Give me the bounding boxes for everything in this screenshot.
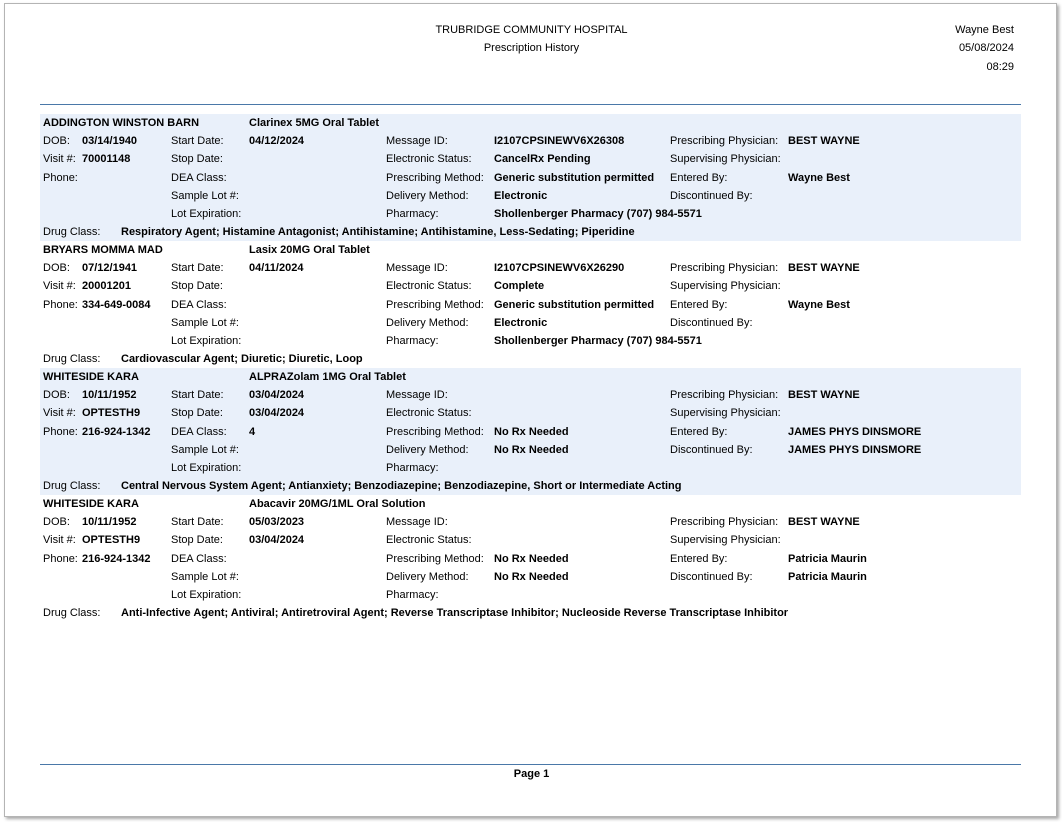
supervising-physician-label: Supervising Physician: [670, 153, 781, 165]
pharmacy-label: Pharmacy: [386, 589, 439, 601]
visit-value: OPTESTH9 [82, 534, 141, 546]
discontinued-by-label: Discontinued By: [670, 444, 753, 456]
entered-by-value: JAMES PHYS DINSMORE [788, 426, 922, 438]
supervising-physician-label: Supervising Physician: [670, 280, 781, 292]
visit-label: Visit #: [43, 280, 76, 292]
lot-expiration-label: Lot Expiration: [171, 208, 242, 220]
drug-class-label: Drug Class: [43, 480, 101, 492]
prescribing-method-value: No Rx Needed [494, 426, 569, 438]
entered-by-value: Patricia Maurin [788, 553, 867, 565]
entered-by-label: Entered By: [670, 426, 728, 438]
drug-name: Abacavir 20MG/1ML Oral Solution [249, 498, 426, 510]
prescribing-physician-value: BEST WAYNE [788, 516, 860, 528]
drug-class-value: Central Nervous System Agent; Antianxiety; Benzodiazepine; Benzodiazepine, Short or Intermediate Acting [121, 480, 682, 492]
prescribing-physician-value: BEST WAYNE [788, 135, 860, 147]
prescription-records [40, 114, 1021, 622]
phone-value: 334-649-0084 [82, 299, 151, 311]
electronic-status-value: Complete [494, 280, 545, 292]
entered-by-label: Entered By: [670, 299, 728, 311]
pharmacy-label: Pharmacy: [386, 462, 439, 474]
report-title: Prescription History [483, 42, 580, 54]
electronic-status-label: Electronic Status: [386, 534, 472, 546]
visit-value: 70001148 [82, 153, 131, 165]
lot-expiration-label: Lot Expiration: [171, 462, 242, 474]
drug-class-value: Respiratory Agent; Histamine Antagonist; Antihistamine; Antihistamine, Less-Sedating; Piperidine [121, 226, 635, 238]
discontinued-by-label: Discontinued By: [670, 317, 753, 329]
prescribing-physician-value: BEST WAYNE [788, 389, 860, 401]
start-date-label: Start Date: [171, 262, 224, 274]
prescribing-method-value: No Rx Needed [494, 553, 569, 565]
electronic-status-value: CancelRx Pending [494, 153, 591, 165]
entered-by-label: Entered By: [670, 553, 728, 565]
dea-class-label: DEA Class: [171, 172, 227, 184]
discontinued-by-label: Discontinued By: [670, 190, 753, 202]
pharmacy-value: Shollenberger Pharmacy (707) 984-5571 [494, 208, 702, 220]
delivery-method-label: Delivery Method: [386, 317, 469, 329]
stop-date-label: Stop Date: [171, 407, 223, 419]
prescribing-physician-label: Prescribing Physician: [670, 135, 779, 147]
message-id-label: Message ID: [386, 516, 448, 528]
delivery-method-label: Delivery Method: [386, 190, 469, 202]
start-date-value: 05/03/2023 [249, 516, 305, 528]
supervising-physician-label: Supervising Physician: [670, 534, 781, 546]
hospital-name: TRUBRIDGE COMMUNITY HOSPITAL [435, 24, 628, 36]
dob-value: 10/11/1952 [82, 389, 137, 401]
dob-label: DOB: [43, 262, 70, 274]
start-date-label: Start Date: [171, 135, 224, 147]
stop-date-value: 03/04/2024 [249, 407, 305, 419]
prescribing-physician-value: BEST WAYNE [788, 262, 860, 274]
dea-class-value: 4 [249, 426, 256, 438]
start-date-value: 04/12/2024 [249, 135, 305, 147]
start-date-label: Start Date: [171, 516, 224, 528]
drug-class-label: Drug Class: [43, 226, 101, 238]
stop-date-label: Stop Date: [171, 280, 223, 292]
phone-value: 216-924-1342 [82, 553, 151, 565]
dob-value: 10/11/1952 [82, 516, 137, 528]
delivery-method-value: Electronic [494, 190, 548, 202]
prescribing-physician-label: Prescribing Physician: [670, 516, 779, 528]
lot-expiration-label: Lot Expiration: [171, 589, 242, 601]
dob-label: DOB: [43, 135, 70, 147]
sample-lot-label: Sample Lot #: [171, 317, 239, 329]
prescription-record [40, 114, 1021, 241]
dea-class-label: DEA Class: [171, 553, 227, 565]
prescribing-method-label: Prescribing Method: [386, 299, 484, 311]
drug-class-label: Drug Class: [43, 353, 101, 365]
prescribing-physician-label: Prescribing Physician: [670, 389, 779, 401]
message-id-label: Message ID: [386, 389, 448, 401]
supervising-physician-label: Supervising Physician: [670, 407, 781, 419]
discontinued-by-label: Discontinued By: [670, 571, 753, 583]
visit-label: Visit #: [43, 153, 76, 165]
drug-name: Lasix 20MG Oral Tablet [249, 244, 370, 256]
delivery-method-value: No Rx Needed [494, 444, 569, 456]
patient-name: ADDINGTON WINSTON BARN [43, 117, 200, 129]
visit-value: OPTESTH9 [82, 407, 141, 419]
footer-divider [40, 764, 1021, 765]
discontinued-by-value: JAMES PHYS DINSMORE [788, 444, 922, 456]
prescription-record [40, 241, 1021, 368]
message-id-label: Message ID: [386, 135, 448, 147]
delivery-method-value: Electronic [494, 317, 548, 329]
patient-name: WHITESIDE KARA [43, 371, 139, 383]
phone-label: Phone: [43, 172, 78, 184]
stop-date-label: Stop Date: [171, 153, 223, 165]
report-page [4, 3, 1057, 817]
lot-expiration-label: Lot Expiration: [171, 335, 242, 347]
dea-class-label: DEA Class: [171, 426, 227, 438]
prescribing-method-label: Prescribing Method: [386, 426, 484, 438]
dob-value: 07/12/1941 [82, 262, 138, 274]
discontinued-by-value: Patricia Maurin [788, 571, 867, 583]
start-date-label: Start Date: [171, 389, 224, 401]
start-date-value: 03/04/2024 [249, 389, 305, 401]
visit-label: Visit #: [43, 407, 76, 419]
drug-class-value: Anti-Infective Agent; Antiviral; Antiretroviral Agent; Reverse Transcriptase Inhibitor; Nucleoside Reverse Transcriptase Inhibitor [121, 607, 789, 619]
message-id-label: Message ID: [386, 262, 448, 274]
phone-label: Phone: [43, 553, 78, 565]
sample-lot-label: Sample Lot #: [171, 571, 239, 583]
entered-by-value: Wayne Best [788, 172, 850, 184]
start-date-value: 04/11/2024 [249, 262, 304, 274]
prescribing-method-label: Prescribing Method: [386, 172, 484, 184]
stop-date-label: Stop Date: [171, 534, 223, 546]
report-date: 05/08/2024 [958, 42, 1014, 54]
prescription-record [40, 495, 1021, 622]
drug-name: ALPRAZolam 1MG Oral Tablet [249, 371, 406, 383]
page-number: Page 1 [513, 768, 550, 780]
electronic-status-label: Electronic Status: [386, 407, 472, 419]
electronic-status-label: Electronic Status: [386, 153, 472, 165]
delivery-method-label: Delivery Method: [386, 444, 469, 456]
pharmacy-label: Pharmacy: [386, 335, 439, 347]
phone-label: Phone: [43, 426, 78, 438]
visit-value: 20001201 [82, 280, 131, 292]
electronic-status-label: Electronic Status: [386, 280, 472, 292]
patient-name: BRYARS MOMMA MAD [43, 244, 163, 256]
phone-value: 216-924-1342 [82, 426, 151, 438]
pharmacy-value: Shollenberger Pharmacy (707) 984-5571 [494, 335, 702, 347]
pharmacy-label: Pharmacy: [386, 208, 439, 220]
delivery-method-value: No Rx Needed [494, 571, 569, 583]
dob-label: DOB: [43, 516, 70, 528]
message-id-value: I2107CPSINEWV6X26308 [494, 135, 625, 147]
report-time: 08:29 [986, 61, 1014, 73]
stop-date-value: 03/04/2024 [249, 534, 305, 546]
header-divider [40, 104, 1021, 105]
sample-lot-label: Sample Lot #: [171, 190, 239, 202]
prescribing-physician-label: Prescribing Physician: [670, 262, 779, 274]
report-user: Wayne Best [955, 24, 1014, 36]
prescribing-method-value: Generic substitution permitted [494, 172, 655, 184]
drug-class-value: Cardiovascular Agent; Diuretic; Diuretic, Loop [121, 353, 363, 365]
prescription-record [40, 368, 1021, 495]
phone-label: Phone: [43, 299, 78, 311]
dea-class-label: DEA Class: [171, 299, 227, 311]
drug-class-label: Drug Class: [43, 607, 101, 619]
drug-name: Clarinex 5MG Oral Tablet [249, 117, 380, 129]
dob-value: 03/14/1940 [82, 135, 138, 147]
entered-by-value: Wayne Best [788, 299, 850, 311]
entered-by-label: Entered By: [670, 172, 728, 184]
message-id-value: I2107CPSINEWV6X26290 [494, 262, 625, 274]
prescribing-method-value: Generic substitution permitted [494, 299, 655, 311]
patient-name: WHITESIDE KARA [43, 498, 139, 510]
dob-label: DOB: [43, 389, 70, 401]
visit-label: Visit #: [43, 534, 76, 546]
sample-lot-label: Sample Lot #: [171, 444, 239, 456]
prescribing-method-label: Prescribing Method: [386, 553, 484, 565]
delivery-method-label: Delivery Method: [386, 571, 469, 583]
